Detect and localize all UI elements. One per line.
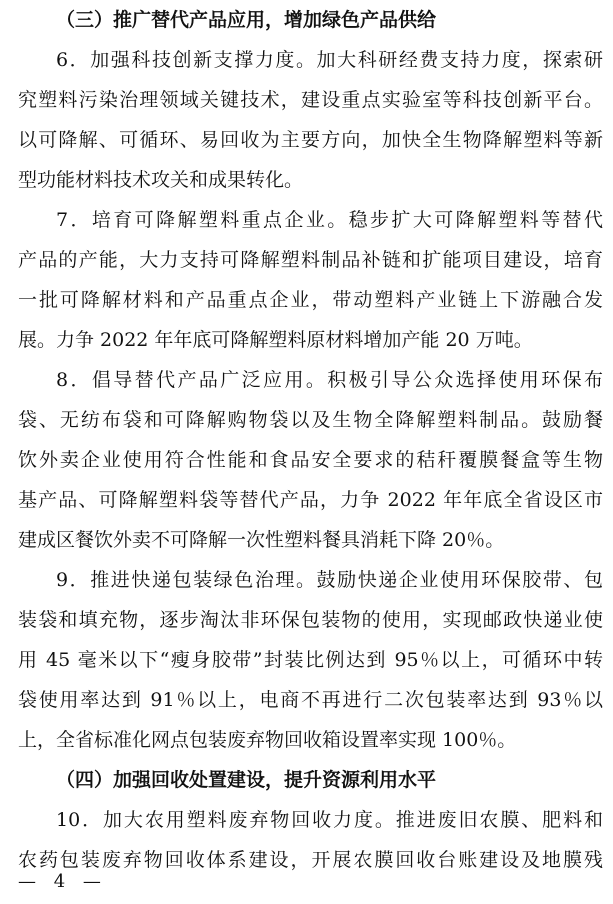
item-6-line-3: 以可降解、可循环、易回收为主要方向，加快全生物降解塑料等新 [18,129,603,151]
section-heading-4: （四）加强回收处置建设，提升资源利用水平 [56,769,437,791]
item-9-line-3: 用 45 毫米以下“瘦身胶带”封装比例达到 95％以上，可循环中转 [18,649,603,671]
item-8-line-2: 袋、无纺布袋和可降解购物袋以及生物全降解塑料制品。鼓励餐 [18,409,603,431]
item-8-line-5: 建成区餐饮外卖不可降解一次性塑料餐具消耗下降 20％。 [18,529,505,551]
item-10-line-2: 农药包装废弃物回收体系建设，开展农膜回收台账建设及地膜残 [18,849,603,871]
page-number: — 4 — [18,871,107,892]
section-heading-3: （三）推广替代产品应用，增加绿色产品供给 [56,9,437,31]
item-9-line-4: 袋使用率达到 91％以上，电商不再进行二次包装率达到 93％以 [18,689,603,711]
item-7-line-2: 产品的产能，大力支持可降解塑料制品补链和扩能项目建设，培育 [18,249,603,271]
item-8-line-4: 基产品、可降解塑料袋等替代产品，力争 2022 年年底全省设区市 [18,489,603,511]
item-9-line-1: 9．推进快递包装绿色治理。鼓励快递企业使用环保胶带、包 [56,569,603,591]
item-7-line-3: 一批可降解材料和产品重点企业，带动塑料产业链上下游融合发 [18,289,603,311]
item-10-line-1: 10．加大农用塑料废弃物回收力度。推进废旧农膜、肥料和 [56,809,603,831]
item-6-line-1: 6．加强科技创新支撑力度。加大科研经费支持力度，探索研 [56,49,603,71]
item-6-line-4: 型功能材料技术攻关和成果转化。 [18,169,304,191]
item-6-line-2: 究塑料污染治理领域关键技术，建设重点实验室等科技创新平台。 [18,89,603,111]
item-8-line-3: 饮外卖企业使用符合性能和食品安全要求的秸秆覆膜餐盒等生物 [18,449,603,471]
item-7-line-4: 展。力争 2022 年年底可降解塑料原材料增加产能 20 万吨。 [18,329,533,351]
item-9-line-2: 装袋和填充物，逐步淘汰非环保包装物的使用，实现邮政快递业使 [18,609,603,631]
item-7-line-1: 7．培育可降解塑料重点企业。稳步扩大可降解塑料等替代 [56,209,603,231]
item-9-line-5: 上，全省标准化网点包装废弃物回收箱设置率实现 100％。 [18,729,517,751]
item-8-line-1: 8．倡导替代产品广泛应用。积极引导公众选择使用环保布 [56,369,603,391]
